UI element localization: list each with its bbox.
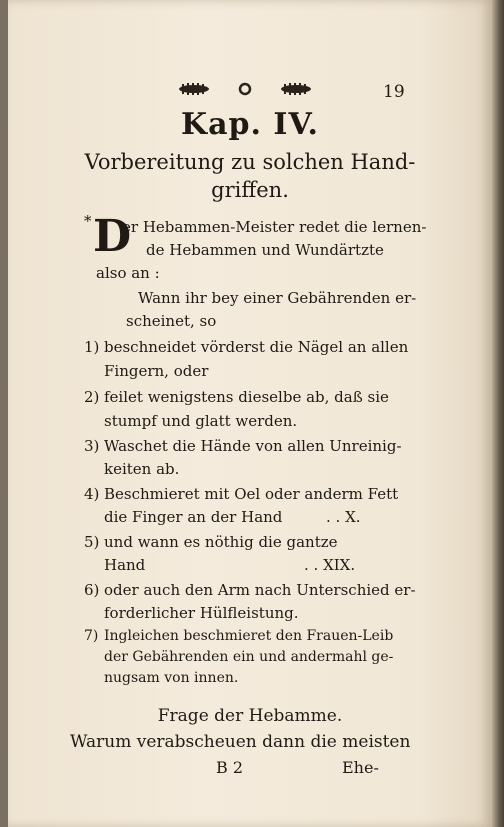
item-reference: . . XIX.	[304, 556, 356, 574]
page-number: 19	[383, 82, 405, 102]
item-text: nugsam von innen.	[104, 670, 239, 686]
item-text: feilet wenigstens dieselbe ab, daß sie	[104, 388, 389, 406]
item-text: und wann es nöthig die gantze	[104, 533, 338, 551]
item-number: 6)	[84, 581, 100, 599]
item-text: Fingern, oder	[104, 362, 209, 380]
catchword: Ehe-	[342, 758, 379, 777]
item-text: Ingleichen beschmieret den Frauen-Leib	[104, 628, 394, 644]
item-text: Waschet die Hände von allen Unreinig-	[104, 437, 402, 455]
footnote-star: *	[84, 212, 92, 230]
subtitle-line-2: griffen.	[211, 178, 289, 202]
page-edge	[492, 0, 504, 827]
intro-line-2: de Hebammen und Wundärtzte	[146, 241, 384, 259]
item-text: die Finger an der Hand	[104, 508, 283, 526]
address-line-1: Wann ihr bey einer Gebährenden er-	[138, 289, 417, 307]
printers-ornament-icon	[176, 80, 314, 98]
address-line-2: scheinet, so	[126, 312, 217, 330]
question-line: Warum verabscheuen dann die meisten	[70, 732, 411, 752]
book-page	[8, 0, 492, 827]
item-text: Hand	[104, 556, 146, 574]
subtitle-line-1: Vorbereitung zu solchen Hand-	[84, 150, 416, 174]
drop-cap: D	[93, 211, 132, 262]
item-number: 7)	[84, 628, 99, 644]
intro-line-1: er Hebammen-Meister redet die lernen-	[122, 218, 427, 236]
item-text: oder auch den Arm nach Unterschied er-	[104, 581, 416, 599]
item-text: Beschmieret mit Oel oder anderm Fett	[104, 485, 399, 503]
item-number: 1)	[84, 338, 100, 356]
signature-mark: B 2	[216, 758, 244, 777]
item-text: beschneidet vörderst die Nägel an allen	[104, 338, 409, 356]
item-number: 4)	[84, 485, 100, 503]
item-number: 3)	[84, 437, 100, 455]
item-text: der Gebährenden ein und andermahl ge-	[104, 649, 394, 665]
intro-line-3: also an :	[96, 264, 160, 282]
chapter-title: Kap. IV.	[181, 107, 319, 142]
item-number: 2)	[84, 388, 100, 406]
item-reference: . . X.	[326, 508, 361, 526]
item-number: 5)	[84, 533, 100, 551]
item-text: forderlicher Hülfleistung.	[104, 604, 299, 622]
question-heading: Frage der Hebamme.	[157, 706, 343, 726]
item-text: stumpf und glatt werden.	[104, 412, 298, 430]
item-text: keiten ab.	[104, 460, 180, 478]
